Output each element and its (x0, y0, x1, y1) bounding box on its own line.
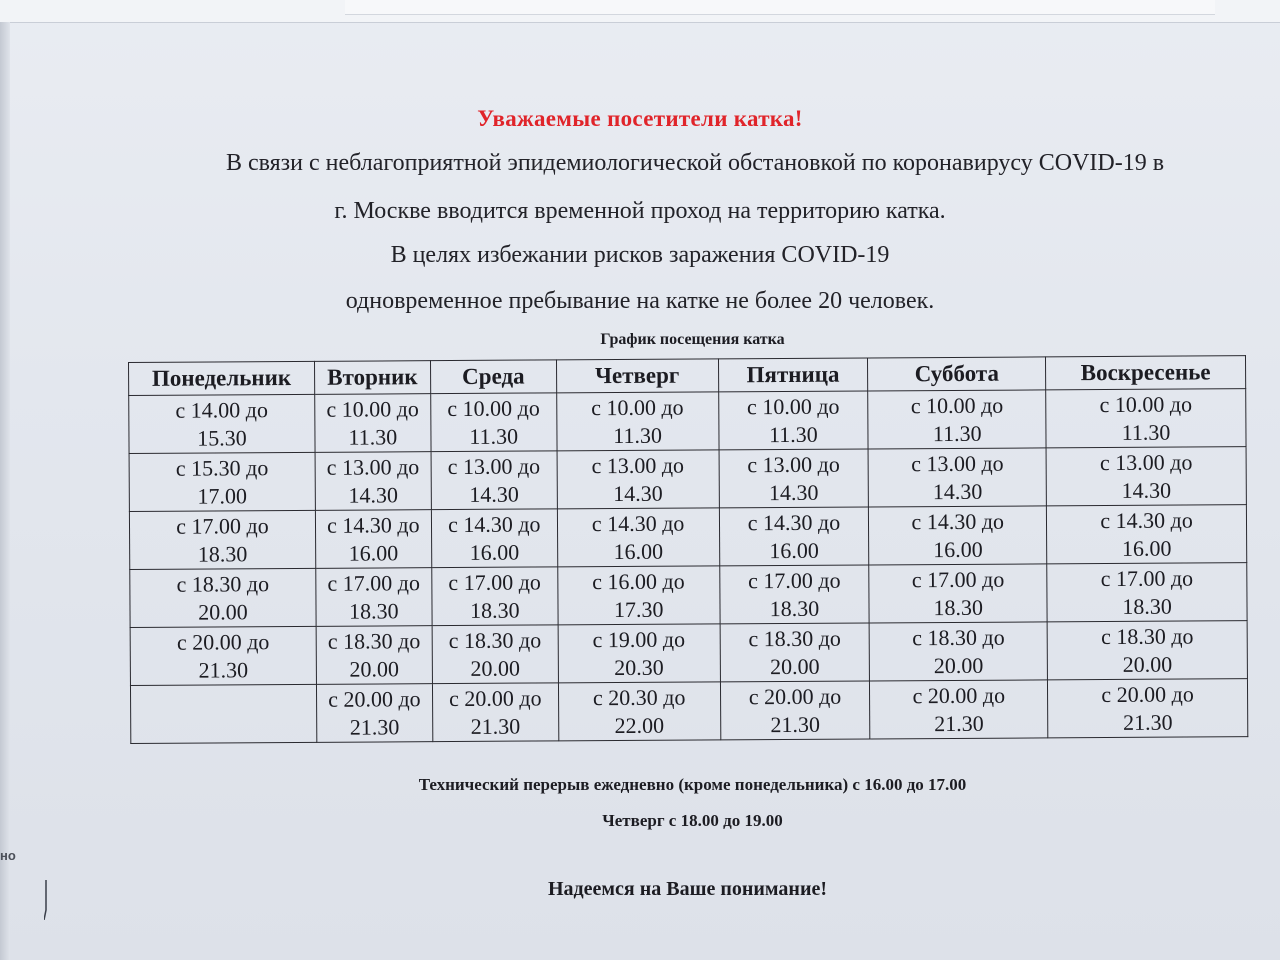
slot-end: 11.30 (768, 421, 818, 447)
slot-start: с 10.00 до (591, 394, 684, 420)
time-slot-cell (556, 392, 718, 451)
slot-end: 16.00 (469, 539, 520, 565)
schedule-row (129, 505, 1246, 570)
slot-start: с 20.00 до (449, 684, 542, 711)
time-slot-cell (129, 452, 315, 511)
slot-start: с 15.30 до (175, 454, 269, 481)
slot-end: 16.00 (1121, 535, 1172, 561)
slot-end: 20.00 (198, 598, 248, 625)
time-slot-cell (869, 506, 1047, 565)
slot-end: 11.30 (348, 423, 398, 450)
slot-start: с 13.00 до (747, 451, 840, 477)
day-header: Среда (430, 360, 556, 394)
time-slot-cell (1048, 679, 1248, 738)
slot-end: 20.30 (614, 654, 664, 680)
slot-end: 21.30 (349, 713, 400, 740)
time-slot-cell (719, 565, 869, 624)
slot-start: с 10.00 до (1099, 391, 1193, 417)
slot-start: с 14.30 до (1100, 506, 1193, 533)
slot-end: 18.30 (197, 540, 248, 567)
time-slot-cell (718, 391, 868, 450)
slot-end: 21.30 (770, 711, 821, 737)
time-slot-cell (431, 509, 557, 568)
slot-end: 18.30 (933, 594, 984, 620)
time-slot-cell (315, 394, 431, 453)
time-slot-cell (557, 566, 719, 625)
slot-start: с 20.00 до (176, 628, 270, 655)
time-slot-cell (432, 625, 558, 684)
day-header: Понедельник (129, 361, 315, 395)
slot-start: с 10.00 до (447, 394, 540, 421)
slot-end: 18.30 (349, 597, 399, 624)
slot-end: 20.00 (349, 655, 400, 682)
day-header: Воскресенье (1046, 356, 1246, 390)
slot-end: 14.30 (932, 478, 983, 504)
slot-start: с 13.00 до (326, 453, 420, 480)
time-slot-cell (316, 568, 432, 627)
time-slot-cell (868, 448, 1046, 507)
day-header: Вторник (314, 361, 430, 395)
slot-start: с 20.00 до (912, 682, 1006, 708)
time-slot-cell (720, 623, 870, 682)
slot-end: 21.30 (934, 710, 984, 736)
time-slot-cell (719, 449, 869, 508)
schedule-row (129, 447, 1246, 512)
slot-start: с 18.30 до (912, 624, 1005, 650)
slot-start: с 10.00 до (746, 393, 840, 419)
slot-end: 18.30 (769, 595, 820, 621)
slot-end: 16.00 (933, 536, 983, 562)
schedule-body (129, 389, 1248, 744)
slot-start: с 19.00 до (592, 626, 686, 652)
slot-end: 11.30 (613, 422, 662, 448)
time-slot-cell (720, 681, 870, 740)
slot-start: с 17.00 до (448, 568, 541, 595)
slot-start: с 10.00 до (326, 395, 419, 422)
slot-end: 22.00 (614, 712, 665, 738)
time-slot-cell (869, 622, 1047, 681)
schedule-row (130, 563, 1247, 628)
time-slot-cell (1047, 621, 1247, 680)
slot-start: с 17.00 до (1100, 564, 1194, 591)
time-slot-cell (130, 626, 316, 685)
intro-line-4: одновременное пребывание на катке не более 20 человек. (345, 288, 935, 314)
slot-end: 18.30 (469, 597, 520, 623)
slot-start: с 14.30 до (747, 509, 841, 535)
time-slot-cell (129, 394, 315, 453)
technical-break-note: Технический перерыв ежедневно (кроме понедельника) с 16.00 до 17.00 (418, 775, 967, 794)
slot-start: с 13.00 до (911, 450, 1004, 476)
slot-end: 21.30 (470, 713, 521, 739)
time-slot-cell (431, 451, 557, 510)
slot-start: с 18.30 до (327, 627, 421, 654)
notice-heading: Уважаемые посетители катка! (477, 106, 803, 131)
slot-start: с 16.00 до (592, 568, 685, 594)
day-header: Суббота (868, 357, 1046, 391)
slot-start: с 20.00 до (328, 685, 421, 712)
slot-end: 16.00 (348, 539, 399, 566)
time-slot-cell (432, 683, 558, 742)
schedule-title: График посещения катка (600, 331, 785, 348)
time-slot-cell (1046, 389, 1246, 448)
slot-start: с 10.00 до (910, 392, 1004, 418)
time-slot-cell (557, 450, 719, 509)
day-header: Четверг (556, 359, 718, 393)
slot-start: с 14.30 до (447, 510, 541, 537)
slot-end: 14.30 (348, 481, 398, 508)
slot-end: 20.00 (1122, 651, 1173, 677)
time-slot-cell (870, 680, 1048, 739)
slot-start: с 17.00 до (327, 569, 421, 596)
slot-end (131, 713, 316, 714)
slot-start: с 13.00 до (591, 452, 685, 478)
schedule-row (129, 389, 1246, 454)
slot-start: с 20.00 до (1101, 680, 1194, 707)
slot-start: с 17.00 до (747, 567, 841, 593)
slot-end: 14.30 (613, 480, 663, 506)
slot-end: 20.00 (933, 652, 984, 678)
time-slot-cell (868, 390, 1046, 449)
top-paper-notch (345, 0, 1215, 15)
slot-end: 15.30 (197, 424, 247, 451)
time-slot-cell (1046, 447, 1246, 506)
closing-line: Надеемся на Ваше понимание! (547, 878, 827, 900)
slot-end: 21.30 (1122, 709, 1173, 735)
slot-start: с 17.00 до (911, 566, 1005, 592)
slot-start: с 18.30 до (448, 626, 542, 653)
time-slot-cell (129, 510, 315, 569)
slot-end: 14.30 (469, 481, 519, 507)
slot-end: 17.30 (613, 596, 664, 622)
time-slot-cell (558, 682, 720, 741)
time-slot-cell (1047, 563, 1247, 622)
time-slot-cell (316, 684, 432, 743)
slot-end: 16.00 (769, 537, 819, 563)
slot-start: с 14.30 до (591, 510, 685, 536)
slot-start: с 17.00 до (176, 512, 269, 539)
time-slot-cell (315, 452, 431, 511)
time-slot-cell (1047, 505, 1247, 564)
time-slot-cell (557, 508, 719, 567)
time-slot-cell (316, 626, 432, 685)
schedule-table (128, 355, 1248, 744)
day-header: Пятница (718, 358, 868, 392)
slot-end: 16.00 (613, 538, 664, 564)
time-slot-cell (315, 510, 431, 569)
intro-line-3: В целях избежании рисков заражения COVID-19 (390, 242, 890, 268)
schedule-row (130, 621, 1247, 686)
slot-start: с 18.30 до (748, 625, 841, 651)
thursday-break-note: Четверг с 18.00 до 19.00 (602, 811, 783, 830)
slot-start: с 14.30 до (327, 511, 420, 538)
time-slot-cell (869, 564, 1047, 623)
schedule-row (130, 679, 1247, 744)
time-slot-cell (558, 624, 720, 683)
slot-end: 14.30 (768, 479, 819, 505)
slot-end: 18.30 (1122, 593, 1172, 619)
slot-start: с 14.00 до (175, 396, 269, 423)
slot-start: с 18.30 до (1100, 622, 1194, 649)
slot-start: с 20.00 до (748, 683, 842, 709)
slot-start: с 14.30 до (911, 508, 1005, 534)
slot-start: с 13.00 до (447, 452, 541, 479)
slot-end: 11.30 (1121, 419, 1171, 445)
pen-mark (44, 880, 48, 920)
intro-line-1: В связи с неблагоприятной эпидемиологической обстановкой по коронавирусу COVID-19 в (225, 150, 1165, 176)
edge-text-fragment: но (0, 848, 16, 863)
slot-end: 11.30 (469, 423, 519, 449)
time-slot-cell (719, 507, 869, 566)
time-slot-cell (130, 568, 316, 627)
time-slot-cell (431, 393, 557, 452)
slot-end: 20.00 (769, 653, 820, 679)
time-slot-cell (432, 567, 558, 626)
slot-end: 11.30 (932, 420, 982, 446)
slot-end: 14.30 (1121, 477, 1172, 503)
intro-line-2: г. Москве вводится временной проход на территорию катка. (334, 198, 946, 224)
slot-end: 17.00 (197, 482, 248, 509)
slot-end: 20.00 (470, 655, 520, 681)
slot-start: с 18.30 до (176, 570, 270, 597)
slot-start (131, 713, 316, 714)
slot-end: 21.30 (198, 656, 249, 683)
slot-start: с 20.30 до (592, 684, 686, 710)
time-slot-cell (130, 684, 316, 743)
slot-start: с 13.00 до (1099, 448, 1193, 475)
